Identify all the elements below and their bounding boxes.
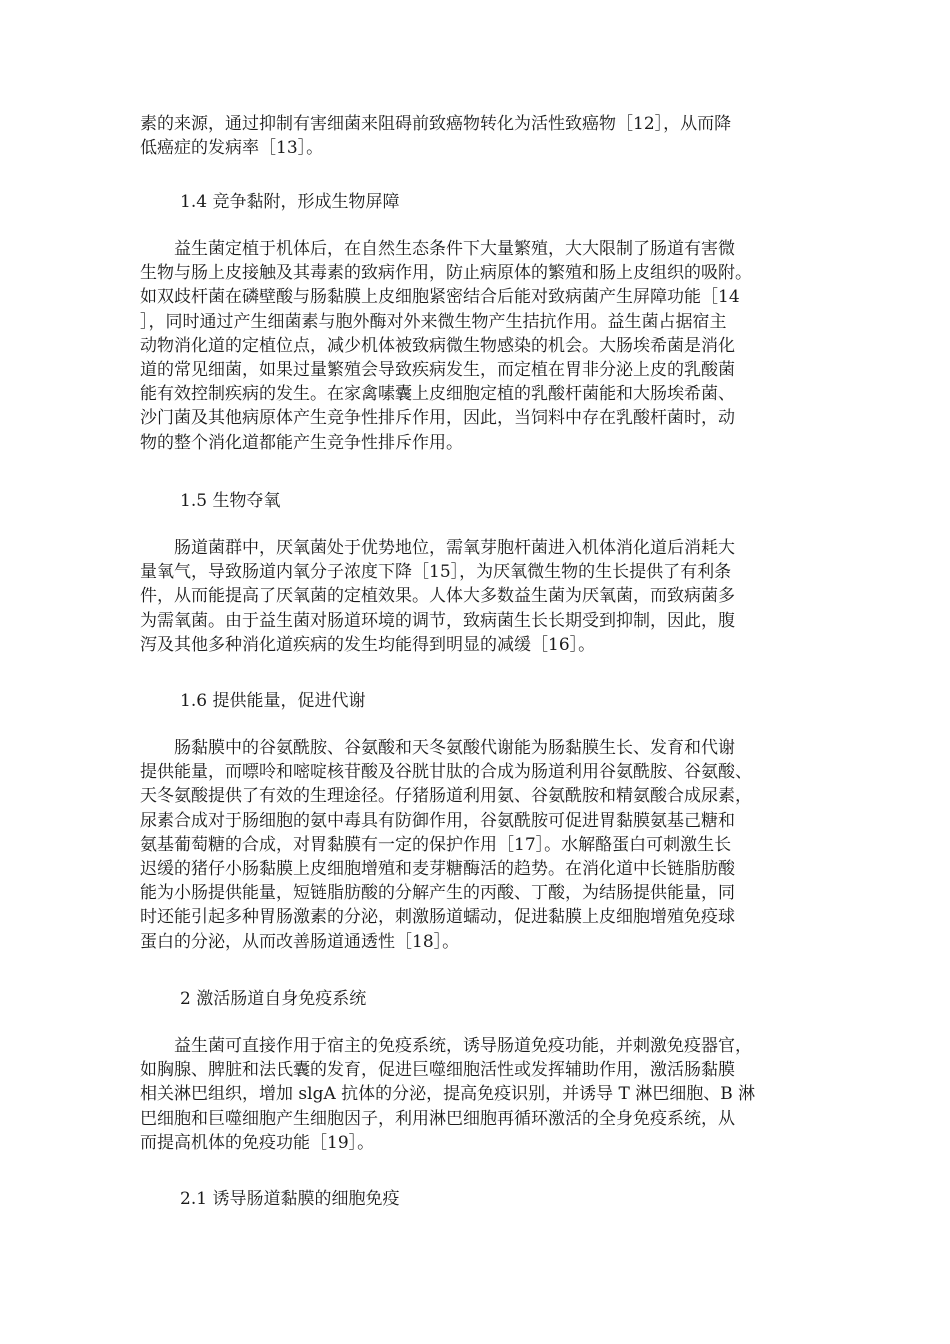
- text-line: 蛋白的分泌，从而改善肠道通透性［18］。: [140, 931, 460, 952]
- text-line: 沙门菌及其他病原体产生竞争性排斥作用，因此，当饲料中存在乳酸杆菌时，动: [140, 408, 735, 429]
- section-heading: 2 激活肠道自身免疫系统: [180, 989, 367, 1009]
- text-line: ］，同时通过产生细菌素与胞外酶对外来微生物产生拮抗作用。益生菌占据宿主: [140, 311, 727, 332]
- text-line: 如胸腺、脾脏和法氏囊的发育，促进巨噬细胞活性或发挥辅助作用，激活肠黏膜: [140, 1060, 735, 1081]
- text-line: 泻及其他多种消化道疾病的发生均能得到明显的减缓［16］。: [140, 634, 596, 655]
- text-line: 肠黏膜中的谷氨酰胺、谷氨酸和天冬氨酸代谢能为肠黏膜生长、发育和代谢: [140, 738, 735, 758]
- text-line: 益生菌定植于机体后，在自然生态条件下大量繁殖，大大限制了肠道有害微: [140, 239, 735, 259]
- text-line: 相关淋巴组织，增加 slgA 抗体的分泌，提高免疫识别，并诱导 T 淋巴细胞、B 淋: [140, 1084, 756, 1105]
- text-line: 迟缓的猪仔小肠黏膜上皮细胞增殖和麦芽糖酶活的趋势。在消化道中长链脂肪酸: [140, 859, 735, 880]
- text-line: 而提高机体的免疫功能［19］。: [140, 1132, 375, 1153]
- paragraph: [140, 237, 820, 455]
- text-line: 提供能量，而嘌呤和嘧啶核苷酸及谷胱甘肽的合成为肠道利用谷氨酰胺、谷氨酸、: [140, 762, 752, 783]
- paragraph: [140, 112, 820, 160]
- text-line: 氨基葡萄糖的合成，对胃黏膜有一定的保护作用［17］。水解酪蛋白可刺激生长: [140, 834, 732, 855]
- text-line: 量氧气，导致肠道内氧分子浓度下降［15］，为厌氧微生物的生长提供了有利条: [140, 562, 732, 583]
- text-line: 能为小肠提供能量，短链脂肪酸的分解产生的丙酸、丁酸，为结肠提供能量，同: [140, 883, 735, 904]
- text-line: 素的来源，通过抑制有害细菌来阻碍前致癌物转化为活性致癌物［12］，从而降: [140, 114, 732, 134]
- text-line: 道的常见细菌，如果过量繁殖会导致疾病发生，而定植在胃非分泌上皮的乳酸菌: [140, 360, 735, 381]
- text-line: 巴细胞和巨噬细胞产生细胞因子，利用淋巴细胞再循环激活的全身免疫系统，从: [140, 1108, 735, 1129]
- text-line: 动物消化道的定植位点，减少机体被致病微生物感染的机会。大肠埃希菌是消化: [140, 335, 735, 356]
- paragraph: [140, 736, 820, 954]
- text-line: 物的整个消化道都能产生竞争性排斥作用。: [140, 432, 463, 453]
- paragraph: [140, 536, 820, 657]
- section-heading: 1.6 提供能量，促进代谢: [180, 691, 366, 711]
- paragraph: [140, 1034, 820, 1155]
- section-heading: 1.5 生物夺氧: [180, 491, 281, 511]
- text-line: 尿素合成对于肠细胞的氨中毒具有防御作用，谷氨酰胺可促进胃黏膜氨基己糖和: [140, 810, 735, 831]
- text-line: 肠道菌群中，厌氧菌处于优势地位，需氧芽胞杆菌进入机体消化道后消耗大: [140, 538, 735, 558]
- section-heading: 2.1 诱导肠道黏膜的细胞免疫: [180, 1189, 400, 1209]
- text-line: 天冬氨酸提供了有效的生理途径。仔猪肠道利用氨、谷氨酰胺和精氨酸合成尿素，: [140, 786, 752, 807]
- section-heading: 1.4 竞争黏附，形成生物屏障: [180, 192, 400, 212]
- text-line: 益生菌可直接作用于宿主的免疫系统，诱导肠道免疫功能，并刺激免疫器官，: [140, 1036, 752, 1056]
- text-line: 时还能引起多种胃肠激素的分泌，刺激肠道蠕动，促进黏膜上皮细胞增殖免疫球: [140, 907, 735, 928]
- text-line: 件，从而能提高了厌氧菌的定植效果。人体大多数益生菌为厌氧菌，而致病菌多: [140, 586, 735, 607]
- text-line: 如双歧杆菌在磷壁酸与肠黏膜上皮细胞紧密结合后能对致病菌产生屏障功能［14: [140, 287, 740, 308]
- text-line: 为需氧菌。由于益生菌对肠道环境的调节，致病菌生长长期受到抑制，因此，腹: [140, 610, 735, 631]
- text-line: 低癌症的发病率［13］。: [140, 138, 324, 159]
- text-line: 生物与肠上皮接触及其毒素的致病作用，防止病原体的繁殖和肠上皮组织的吸附。: [140, 263, 752, 284]
- text-line: 能有效控制疾病的发生。在家禽嗉囊上皮细胞定植的乳酸杆菌能和大肠埃希菌、: [140, 384, 735, 405]
